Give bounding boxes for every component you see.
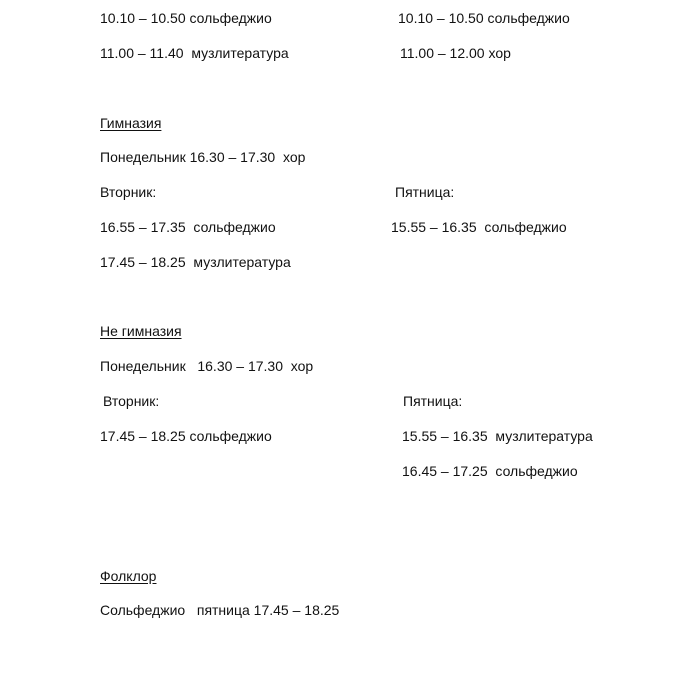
non-gymnasium-tuesday-label: Вторник: xyxy=(103,393,160,409)
non-gymnasium-monday: Понедельник 16.30 – 17.30 хор xyxy=(100,358,314,374)
folklore-heading: Фолклор xyxy=(100,568,157,584)
gymnasium-heading: Гимназия xyxy=(100,115,162,131)
gymnasium-tuesday-line-1: 16.55 – 17.35 сольфеджио xyxy=(100,219,276,235)
top-left-line-1: 10.10 – 10.50 сольфеджио xyxy=(100,10,272,26)
gymnasium-tuesday-label: Вторник: xyxy=(100,184,157,200)
gymnasium-friday-label: Пятница: xyxy=(395,184,455,200)
top-right-line-1: 10.10 – 10.50 сольфеджио xyxy=(398,10,570,26)
top-left-line-2: 11.00 – 11.40 музлитература xyxy=(100,45,289,61)
gymnasium-monday: Понедельник 16.30 – 17.30 хор xyxy=(100,149,306,165)
non-gymnasium-friday-label: Пятница: xyxy=(403,393,463,409)
folklore-line-1: Сольфеджио пятница 17.45 – 18.25 xyxy=(100,602,340,618)
gymnasium-tuesday-line-2: 17.45 – 18.25 музлитература xyxy=(100,254,291,270)
non-gymnasium-tuesday-line-1: 17.45 – 18.25 сольфеджио xyxy=(100,428,272,444)
non-gymnasium-friday-line-1: 15.55 – 16.35 музлитература xyxy=(402,428,593,444)
gymnasium-friday-line-1: 15.55 – 16.35 сольфеджио xyxy=(391,219,567,235)
non-gymnasium-friday-line-2: 16.45 – 17.25 сольфеджио xyxy=(402,463,578,479)
non-gymnasium-heading: Не гимназия xyxy=(100,323,182,339)
top-right-line-2: 11.00 – 12.00 хор xyxy=(400,45,511,61)
